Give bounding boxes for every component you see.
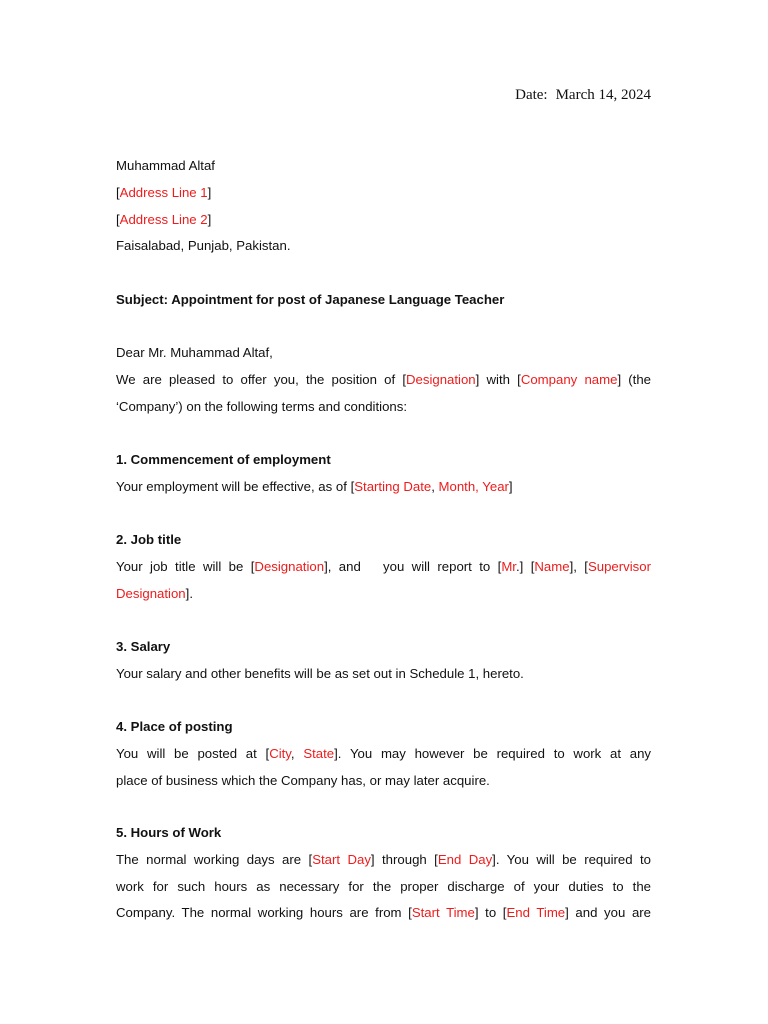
job-title-line-1: Your job title will be [Designation], and you will report to [Mr.] [Name], [Supervisor bbox=[116, 559, 652, 574]
placeholder-state: State bbox=[303, 746, 335, 761]
placeholder-address-line-2: Address Line 2 bbox=[119, 212, 208, 227]
commencement-text: Your employment will be effective, as of [Starting Date, Month, Year] bbox=[116, 479, 513, 494]
placeholder-company-name: Company name bbox=[520, 372, 618, 387]
salary-text: Your salary and other benefits will be as set out in Schedule 1, hereto. bbox=[116, 666, 524, 681]
placeholder-month-year: Month, Year bbox=[438, 479, 509, 494]
hours-line-3: Company. The normal working hours are from [Start Time] to [End Time] and you are bbox=[116, 905, 652, 920]
placeholder-supervisor: Supervisor bbox=[587, 559, 652, 574]
job-title-line-2: Designation]. bbox=[116, 586, 193, 601]
address-line-1: [Address Line 1] bbox=[116, 185, 212, 200]
placeholder-start-day: Start Day bbox=[312, 852, 371, 867]
address-line-2: [Address Line 2] bbox=[116, 212, 212, 227]
placeholder-name: Name bbox=[534, 559, 570, 574]
posting-line-2: place of business which the Company has, or may later acquire. bbox=[116, 773, 490, 788]
posting-line-1: You will be posted at [City, State]. You may however be required to work at any bbox=[116, 746, 652, 761]
letter-date bbox=[515, 87, 651, 104]
recipient-city: Faisalabad, Punjab, Pakistan. bbox=[116, 238, 291, 253]
placeholder-start-time: Start Time bbox=[411, 905, 475, 920]
placeholder-end-day: End Day bbox=[437, 852, 493, 867]
date-value: March 14, 2024 bbox=[555, 87, 651, 103]
placeholder-city: City bbox=[269, 746, 291, 761]
date-label: Date: bbox=[515, 87, 548, 103]
placeholder-address-line-1: Address Line 1 bbox=[119, 185, 208, 200]
placeholder-designation: Designation bbox=[254, 559, 325, 574]
subject-line: Subject: Appointment for post of Japanese Language Teacher bbox=[116, 292, 505, 307]
section-heading-posting: 4. Place of posting bbox=[116, 719, 233, 734]
section-heading-salary: 3. Salary bbox=[116, 639, 171, 654]
hours-line-1: The normal working days are [Start Day] through [End Day]. You will be required to bbox=[116, 852, 651, 867]
intro-line-1: We are pleased to offer you, the position of [Designation] with [Company name] (the bbox=[116, 372, 652, 387]
placeholder-designation: Designation bbox=[406, 372, 476, 387]
salutation: Dear Mr. Muhammad Altaf, bbox=[116, 345, 273, 360]
hours-line-2: work for such hours as necessary for the proper discharge of your duties to the bbox=[116, 879, 651, 894]
section-heading-job-title: 2. Job title bbox=[116, 532, 182, 547]
placeholder-supervisor-designation: Designation bbox=[116, 586, 186, 601]
section-heading-commencement: 1. Commencement of employment bbox=[116, 452, 331, 467]
placeholder-end-time: End Time bbox=[506, 905, 566, 920]
recipient-name: Muhammad Altaf bbox=[116, 158, 215, 173]
placeholder-starting-date: Starting Date bbox=[354, 479, 432, 494]
intro-line-2: ‘Company’) on the following terms and conditions: bbox=[116, 399, 408, 414]
placeholder-title: Mr bbox=[501, 559, 516, 574]
section-heading-hours: 5. Hours of Work bbox=[116, 825, 222, 840]
